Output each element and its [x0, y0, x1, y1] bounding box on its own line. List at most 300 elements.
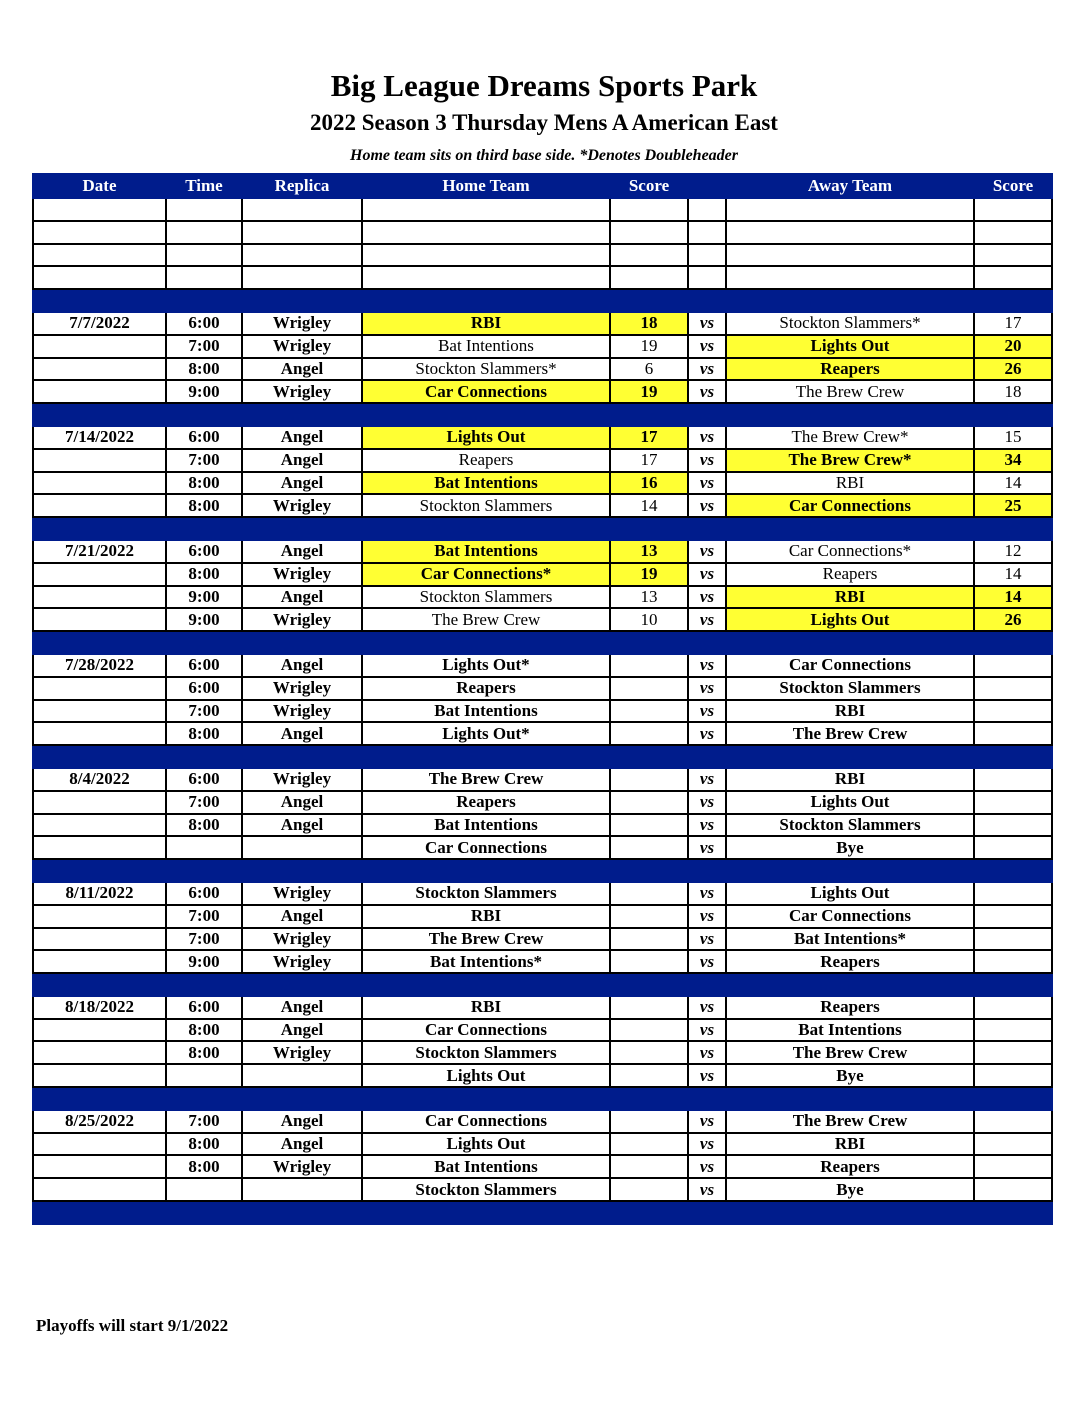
replica-cell: Angel: [242, 1110, 362, 1133]
away-team-cell: Reapers: [726, 1155, 974, 1178]
home-team-cell: Car Connections: [362, 836, 610, 859]
away-team-cell: Lights Out: [726, 882, 974, 905]
home-score-cell: 6: [610, 358, 688, 381]
vs-cell: [688, 289, 726, 312]
date-cell: 8/4/2022: [33, 768, 166, 791]
away-team-cell: [726, 403, 974, 426]
away-score-cell: [974, 928, 1052, 951]
time-cell: 9:00: [166, 608, 242, 631]
replica-cell: Angel: [242, 722, 362, 745]
away-team-cell: RBI: [726, 586, 974, 609]
home-score-cell: [610, 1110, 688, 1133]
vs-cell: [688, 244, 726, 267]
week-separator-row: [33, 289, 1052, 312]
away-team-cell: Car Connections: [726, 494, 974, 517]
away-score-cell: [974, 1178, 1052, 1201]
home-team-cell: Reapers: [362, 791, 610, 814]
away-team-cell: The Brew Crew: [726, 1041, 974, 1064]
vs-cell: vs: [688, 836, 726, 859]
date-cell: [33, 608, 166, 631]
away-team-cell: Car Connections: [726, 905, 974, 928]
home-team-cell: Reapers: [362, 449, 610, 472]
away-score-cell: [974, 814, 1052, 837]
home-team-cell: Bat Intentions: [362, 335, 610, 358]
date-cell: [33, 905, 166, 928]
home-team-cell: [362, 266, 610, 289]
vs-cell: vs: [688, 449, 726, 472]
time-cell: [166, 403, 242, 426]
home-team-cell: Car Connections: [362, 380, 610, 403]
away-score-cell: [974, 836, 1052, 859]
replica-cell: Wrigley: [242, 1155, 362, 1178]
home-team-cell: [362, 403, 610, 426]
vs-cell: vs: [688, 1155, 726, 1178]
home-score-cell: [610, 403, 688, 426]
time-cell: 9:00: [166, 950, 242, 973]
home-score-cell: 17: [610, 426, 688, 449]
replica-cell: [242, 289, 362, 312]
game-row: [33, 1041, 1052, 1064]
away-team-cell: Bye: [726, 1064, 974, 1087]
away-score-cell: [974, 198, 1052, 221]
home-team-cell: Car Connections*: [362, 563, 610, 586]
away-team-cell: RBI: [726, 472, 974, 495]
game-row: [33, 563, 1052, 586]
game-row: [33, 836, 1052, 859]
header-replica: Replica: [242, 174, 362, 198]
vs-cell: vs: [688, 586, 726, 609]
vs-cell: vs: [688, 1019, 726, 1042]
vs-cell: [688, 266, 726, 289]
away-score-cell: [974, 1019, 1052, 1042]
away-team-cell: [726, 289, 974, 312]
replica-cell: [242, 1201, 362, 1224]
vs-cell: vs: [688, 882, 726, 905]
time-cell: [166, 836, 242, 859]
away-team-cell: RBI: [726, 768, 974, 791]
home-team-cell: Car Connections: [362, 1019, 610, 1042]
home-team-cell: [362, 1201, 610, 1224]
vs-cell: vs: [688, 563, 726, 586]
home-team-cell: The Brew Crew: [362, 768, 610, 791]
replica-cell: Angel: [242, 449, 362, 472]
date-cell: [33, 859, 166, 882]
time-cell: 8:00: [166, 1041, 242, 1064]
replica-cell: [242, 745, 362, 768]
header-home-score: Score: [610, 174, 688, 198]
date-cell: [33, 335, 166, 358]
time-cell: 8:00: [166, 814, 242, 837]
time-cell: [166, 221, 242, 244]
game-row: [33, 494, 1052, 517]
date-cell: [33, 950, 166, 973]
home-team-cell: The Brew Crew: [362, 608, 610, 631]
home-score-cell: [610, 745, 688, 768]
time-cell: 8:00: [166, 722, 242, 745]
time-cell: 8:00: [166, 563, 242, 586]
away-score-cell: [974, 517, 1052, 540]
replica-cell: Wrigley: [242, 950, 362, 973]
vs-cell: vs: [688, 1064, 726, 1087]
playoffs-note: Playoffs will start 9/1/2022: [36, 1316, 229, 1335]
vs-cell: vs: [688, 494, 726, 517]
home-team-cell: [362, 745, 610, 768]
home-score-cell: [610, 244, 688, 267]
home-score-cell: [610, 859, 688, 882]
date-cell: [33, 722, 166, 745]
game-row: [33, 700, 1052, 723]
home-score-cell: [610, 722, 688, 745]
time-cell: [166, 631, 242, 654]
game-row: [33, 996, 1052, 1019]
away-team-cell: Bat Intentions: [726, 1019, 974, 1042]
header-vs: [688, 174, 726, 198]
header-date: Date: [33, 174, 166, 198]
date-cell: [33, 973, 166, 996]
away-score-cell: [974, 882, 1052, 905]
home-team-cell: Bat Intentions: [362, 700, 610, 723]
home-score-cell: [610, 882, 688, 905]
replica-cell: Wrigley: [242, 677, 362, 700]
date-cell: [33, 1041, 166, 1064]
away-team-cell: The Brew Crew*: [726, 449, 974, 472]
home-team-cell: [362, 859, 610, 882]
away-score-cell: 14: [974, 563, 1052, 586]
time-cell: [166, 1201, 242, 1224]
vs-cell: [688, 859, 726, 882]
away-team-cell: Car Connections: [726, 654, 974, 677]
vs-cell: vs: [688, 996, 726, 1019]
game-row: [33, 791, 1052, 814]
game-row: [33, 1133, 1052, 1156]
home-team-cell: Stockton Slammers: [362, 494, 610, 517]
home-score-cell: [610, 517, 688, 540]
date-cell: [33, 1201, 166, 1224]
replica-cell: Wrigley: [242, 335, 362, 358]
home-team-cell: Stockton Slammers: [362, 586, 610, 609]
replica-cell: Angel: [242, 791, 362, 814]
away-team-cell: Lights Out: [726, 791, 974, 814]
week-separator-row: [33, 517, 1052, 540]
away-team-cell: [726, 517, 974, 540]
away-team-cell: Car Connections*: [726, 540, 974, 563]
home-team-cell: Lights Out*: [362, 654, 610, 677]
game-row: [33, 654, 1052, 677]
home-team-cell: RBI: [362, 905, 610, 928]
game-row: [33, 1110, 1052, 1133]
date-cell: [33, 1019, 166, 1042]
away-score-cell: 15: [974, 426, 1052, 449]
blank-row: [33, 244, 1052, 267]
home-team-cell: Lights Out: [362, 426, 610, 449]
replica-cell: [242, 266, 362, 289]
home-score-cell: [610, 836, 688, 859]
home-score-cell: [610, 221, 688, 244]
away-team-cell: The Brew Crew*: [726, 426, 974, 449]
vs-cell: vs: [688, 814, 726, 837]
date-cell: 8/18/2022: [33, 996, 166, 1019]
vs-cell: vs: [688, 426, 726, 449]
time-cell: 7:00: [166, 905, 242, 928]
away-score-cell: [974, 266, 1052, 289]
date-cell: [33, 586, 166, 609]
time-cell: [166, 859, 242, 882]
home-score-cell: [610, 1019, 688, 1042]
away-score-cell: 12: [974, 540, 1052, 563]
home-team-cell: [362, 198, 610, 221]
date-cell: [33, 449, 166, 472]
time-cell: 6:00: [166, 677, 242, 700]
away-team-cell: Stockton Slammers*: [726, 312, 974, 335]
replica-cell: [242, 836, 362, 859]
vs-cell: vs: [688, 472, 726, 495]
replica-cell: Wrigley: [242, 494, 362, 517]
vs-cell: [688, 198, 726, 221]
away-score-cell: [974, 631, 1052, 654]
away-team-cell: [726, 859, 974, 882]
time-cell: 8:00: [166, 494, 242, 517]
vs-cell: [688, 745, 726, 768]
date-cell: [33, 1064, 166, 1087]
header-home-team: Home Team: [362, 174, 610, 198]
home-score-cell: [610, 631, 688, 654]
game-row: [33, 449, 1052, 472]
time-cell: 6:00: [166, 768, 242, 791]
home-score-cell: 16: [610, 472, 688, 495]
replica-cell: Wrigley: [242, 312, 362, 335]
date-cell: [33, 1087, 166, 1110]
date-cell: [33, 198, 166, 221]
date-cell: [33, 814, 166, 837]
away-team-cell: [726, 198, 974, 221]
home-score-cell: [610, 1133, 688, 1156]
home-score-cell: [610, 198, 688, 221]
game-row: [33, 950, 1052, 973]
away-team-cell: Stockton Slammers: [726, 677, 974, 700]
date-cell: [33, 403, 166, 426]
replica-cell: Angel: [242, 814, 362, 837]
vs-cell: vs: [688, 380, 726, 403]
away-score-cell: 34: [974, 449, 1052, 472]
home-score-cell: [610, 950, 688, 973]
vs-cell: vs: [688, 608, 726, 631]
game-row: [33, 335, 1052, 358]
date-cell: [33, 1155, 166, 1178]
game-row: [33, 768, 1052, 791]
doubleheader-note: Home team sits on third base side. *Denotes Doubleheader: [350, 147, 738, 164]
away-score-cell: [974, 768, 1052, 791]
vs-cell: vs: [688, 1178, 726, 1201]
away-score-cell: 26: [974, 358, 1052, 381]
date-cell: [33, 700, 166, 723]
replica-cell: Angel: [242, 654, 362, 677]
replica-cell: [242, 1178, 362, 1201]
away-team-cell: Reapers: [726, 996, 974, 1019]
game-row: [33, 608, 1052, 631]
game-row: [33, 882, 1052, 905]
replica-cell: Angel: [242, 996, 362, 1019]
home-score-cell: [610, 905, 688, 928]
home-score-cell: [610, 791, 688, 814]
vs-cell: [688, 631, 726, 654]
date-cell: [33, 266, 166, 289]
replica-cell: Angel: [242, 472, 362, 495]
away-team-cell: Lights Out: [726, 335, 974, 358]
away-score-cell: [974, 403, 1052, 426]
time-cell: 6:00: [166, 654, 242, 677]
home-team-cell: Stockton Slammers: [362, 1178, 610, 1201]
date-cell: [33, 472, 166, 495]
time-cell: 7:00: [166, 928, 242, 951]
date-cell: 7/21/2022: [33, 540, 166, 563]
date-cell: [33, 1178, 166, 1201]
blank-row: [33, 221, 1052, 244]
time-cell: 6:00: [166, 882, 242, 905]
away-score-cell: [974, 859, 1052, 882]
time-cell: 8:00: [166, 1019, 242, 1042]
home-team-cell: [362, 517, 610, 540]
replica-cell: Wrigley: [242, 380, 362, 403]
game-row: [33, 722, 1052, 745]
game-row: [33, 426, 1052, 449]
replica-cell: Wrigley: [242, 563, 362, 586]
date-cell: [33, 745, 166, 768]
home-score-cell: 10: [610, 608, 688, 631]
home-team-cell: Lights Out: [362, 1133, 610, 1156]
time-cell: [166, 289, 242, 312]
game-row: [33, 312, 1052, 335]
home-team-cell: [362, 289, 610, 312]
blank-row: [33, 198, 1052, 221]
game-row: [33, 1155, 1052, 1178]
time-cell: 8:00: [166, 1133, 242, 1156]
vs-cell: vs: [688, 654, 726, 677]
page-subtitle: 2022 Season 3 Thursday Mens A American East: [310, 110, 778, 135]
home-score-cell: 13: [610, 540, 688, 563]
time-cell: [166, 266, 242, 289]
game-row: [33, 905, 1052, 928]
home-score-cell: 18: [610, 312, 688, 335]
away-team-cell: Bat Intentions*: [726, 928, 974, 951]
replica-cell: Wrigley: [242, 700, 362, 723]
header-away-team: Away Team: [726, 174, 974, 198]
home-score-cell: [610, 1155, 688, 1178]
home-team-cell: RBI: [362, 996, 610, 1019]
home-team-cell: Stockton Slammers: [362, 882, 610, 905]
home-score-cell: 19: [610, 380, 688, 403]
vs-cell: vs: [688, 1133, 726, 1156]
away-team-cell: Bye: [726, 1178, 974, 1201]
time-cell: 7:00: [166, 1110, 242, 1133]
home-team-cell: Lights Out: [362, 1064, 610, 1087]
home-score-cell: [610, 677, 688, 700]
replica-cell: [242, 244, 362, 267]
replica-cell: [242, 198, 362, 221]
home-team-cell: RBI: [362, 312, 610, 335]
time-cell: [166, 745, 242, 768]
game-row: [33, 540, 1052, 563]
game-row: [33, 380, 1052, 403]
away-score-cell: [974, 1087, 1052, 1110]
away-score-cell: [974, 745, 1052, 768]
time-cell: [166, 973, 242, 996]
replica-cell: Angel: [242, 905, 362, 928]
away-score-cell: 17: [974, 312, 1052, 335]
time-cell: 8:00: [166, 358, 242, 381]
blank-row: [33, 266, 1052, 289]
home-score-cell: 19: [610, 563, 688, 586]
away-score-cell: [974, 905, 1052, 928]
replica-cell: Angel: [242, 1019, 362, 1042]
time-cell: 8:00: [166, 472, 242, 495]
time-cell: 7:00: [166, 700, 242, 723]
vs-cell: vs: [688, 540, 726, 563]
time-cell: 6:00: [166, 426, 242, 449]
home-team-cell: Bat Intentions: [362, 814, 610, 837]
away-team-cell: [726, 1087, 974, 1110]
vs-cell: [688, 973, 726, 996]
vs-cell: [688, 221, 726, 244]
game-row: [33, 1019, 1052, 1042]
week-separator-row: [33, 859, 1052, 882]
vs-cell: vs: [688, 335, 726, 358]
home-score-cell: [610, 266, 688, 289]
away-score-cell: [974, 1064, 1052, 1087]
date-cell: [33, 517, 166, 540]
vs-cell: vs: [688, 1110, 726, 1133]
home-score-cell: 17: [610, 449, 688, 472]
date-cell: [33, 358, 166, 381]
time-cell: 7:00: [166, 791, 242, 814]
away-team-cell: The Brew Crew: [726, 1110, 974, 1133]
time-cell: 8:00: [166, 1155, 242, 1178]
date-cell: 8/11/2022: [33, 882, 166, 905]
away-team-cell: Stockton Slammers: [726, 814, 974, 837]
vs-cell: vs: [688, 722, 726, 745]
page-title: Big League Dreams Sports Park: [330, 68, 758, 103]
home-score-cell: [610, 1041, 688, 1064]
game-row: [33, 472, 1052, 495]
vs-cell: vs: [688, 768, 726, 791]
replica-cell: [242, 403, 362, 426]
away-score-cell: 25: [974, 494, 1052, 517]
away-team-cell: [726, 745, 974, 768]
away-team-cell: [726, 244, 974, 267]
header-time: Time: [166, 174, 242, 198]
home-score-cell: [610, 768, 688, 791]
away-score-cell: [974, 654, 1052, 677]
away-team-cell: RBI: [726, 700, 974, 723]
away-team-cell: [726, 221, 974, 244]
away-score-cell: [974, 244, 1052, 267]
header-away-score: Score: [974, 174, 1052, 198]
replica-cell: [242, 517, 362, 540]
date-cell: [33, 494, 166, 517]
home-team-cell: [362, 631, 610, 654]
header-row: [33, 174, 1052, 198]
home-team-cell: [362, 973, 610, 996]
home-score-cell: [610, 700, 688, 723]
date-cell: [33, 631, 166, 654]
home-team-cell: Lights Out*: [362, 722, 610, 745]
away-score-cell: 20: [974, 335, 1052, 358]
date-cell: [33, 221, 166, 244]
replica-cell: Wrigley: [242, 768, 362, 791]
date-cell: [33, 677, 166, 700]
away-score-cell: 14: [974, 586, 1052, 609]
time-cell: 6:00: [166, 540, 242, 563]
away-score-cell: 14: [974, 472, 1052, 495]
